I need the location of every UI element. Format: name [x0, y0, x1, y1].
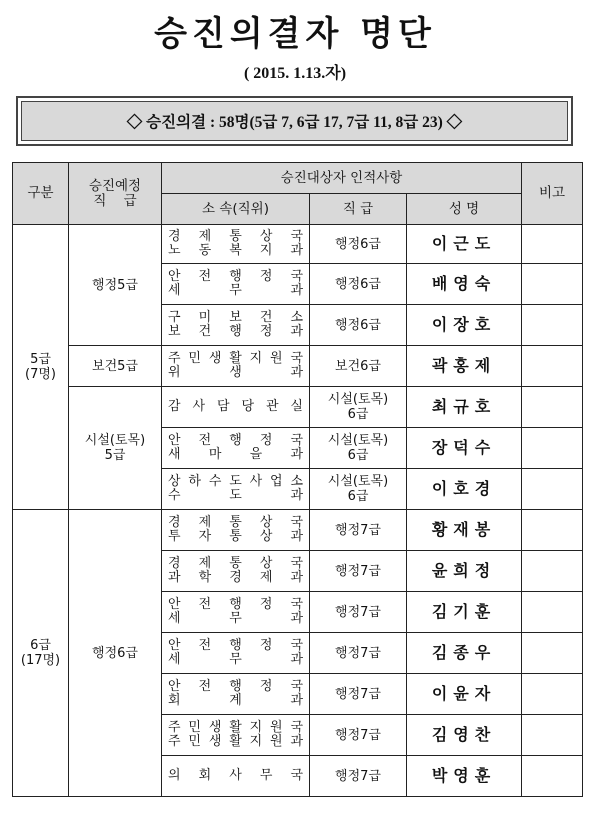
department-line: 상 하 수 도 사 업 소: [168, 474, 303, 489]
department-line: 안 전 행 정 국: [168, 269, 303, 284]
department-line: 주 민 생 활 지 원 국: [168, 720, 303, 735]
name-cell: [407, 756, 522, 797]
remarks-cell: [522, 715, 583, 756]
department-line: 의 회 사 무 국: [168, 768, 303, 783]
grade-cell: [310, 225, 407, 264]
name-cell: [407, 305, 522, 346]
person-name: 김종우: [431, 642, 497, 662]
department-cell: [162, 551, 310, 592]
department-line: 과 학 경 제 과: [168, 570, 303, 585]
department-line: 경 제 통 상 국: [168, 229, 303, 244]
group-label: 5급: [30, 352, 51, 367]
person-name: 이호경: [431, 478, 497, 498]
name-cell: [407, 346, 522, 387]
department-line: 수 도 과: [168, 488, 303, 503]
grade-line: 6급: [347, 448, 369, 463]
department-line: 세 무 과: [168, 611, 303, 626]
page-title: 승진의결자 명단: [154, 14, 436, 54]
person-name: 이근도: [431, 233, 497, 253]
grade-line: 행정7급: [335, 768, 381, 784]
name-cell: [407, 715, 522, 756]
remarks-cell: [522, 264, 583, 305]
department-line: 위 생 과: [168, 365, 303, 380]
department-line: 보 건 행 정 과: [168, 324, 303, 339]
person-name: 최규호: [431, 396, 497, 416]
person-name: 이윤자: [431, 683, 497, 703]
grade-line: 행정7급: [335, 604, 381, 620]
remarks-cell: [522, 305, 583, 346]
promotion-table: [12, 162, 583, 797]
subgroup-label: 행정6급: [92, 645, 138, 661]
grade-cell: [310, 510, 407, 551]
department-cell: [162, 756, 310, 797]
grade-line: 시설(토목): [327, 433, 389, 448]
header-target-grade-line1: 승진예정: [88, 177, 142, 194]
name-cell: [407, 428, 522, 469]
grade-line: 행정7급: [335, 645, 381, 661]
remarks-cell: [522, 469, 583, 510]
department-line: 경 제 통 상 국: [168, 556, 303, 571]
remarks-cell: [522, 346, 583, 387]
person-name: 박영훈: [431, 765, 497, 785]
header-department: 소 속(직위): [162, 194, 310, 225]
group-cell: [13, 225, 69, 510]
person-name: 황재봉: [431, 519, 497, 539]
person-name: 이장호: [431, 314, 497, 334]
department-cell: [162, 305, 310, 346]
grade-cell: [310, 715, 407, 756]
name-cell: [407, 469, 522, 510]
header-target-grade-line2: 직 급: [93, 192, 137, 209]
department-line: 새 마 을 과: [168, 447, 303, 462]
department-cell: [162, 469, 310, 510]
remarks-cell: [522, 510, 583, 551]
department-line: 안 전 행 정 국: [168, 433, 303, 448]
department-line: 경 제 통 상 국: [168, 515, 303, 530]
summary-text: ◇ 승진의결 : 58명(5급 7, 6급 17, 7급 11, 8급 23) ◇: [21, 101, 568, 141]
grade-cell: [310, 469, 407, 510]
grade-line: 6급: [347, 489, 369, 504]
grade-line: 행정7급: [335, 563, 381, 579]
remarks-cell: [522, 756, 583, 797]
group-label: 6급: [30, 638, 51, 653]
remarks-cell: [522, 225, 583, 264]
department-line: 투 자 통 상 과: [168, 529, 303, 544]
table-row: [13, 510, 583, 551]
department-cell: [162, 428, 310, 469]
department-line: 안 전 행 정 국: [168, 597, 303, 612]
remarks-cell: [522, 592, 583, 633]
table-row: [13, 346, 583, 387]
name-cell: [407, 264, 522, 305]
header-target-grade: [69, 163, 162, 225]
person-name: 곽홍제: [431, 355, 497, 375]
subgroup-label: 시설(토목): [84, 433, 146, 448]
grade-cell: [310, 551, 407, 592]
person-name: 김기훈: [431, 601, 497, 621]
name-cell: [407, 674, 522, 715]
department-cell: [162, 674, 310, 715]
subgroup-label: 행정5급: [92, 277, 138, 293]
department-cell: [162, 387, 310, 428]
grade-cell: [310, 756, 407, 797]
person-name: 장덕수: [431, 437, 497, 457]
name-cell: [407, 592, 522, 633]
header-grade: 직 급: [310, 194, 407, 225]
subgroup-cell: [69, 387, 162, 510]
grade-cell: [310, 592, 407, 633]
document-date: ( 2015. 1.13.자): [243, 65, 347, 82]
department-line: 구 미 보 건 소: [168, 310, 303, 325]
grade-line: 시설(토목): [327, 474, 389, 489]
grade-line: 행정7급: [335, 522, 381, 538]
group-count: (7명): [25, 367, 56, 382]
department-line: 안 전 행 정 국: [168, 638, 303, 653]
grade-line: 행정6급: [335, 317, 381, 333]
grade-cell: [310, 633, 407, 674]
grade-cell: [310, 674, 407, 715]
header-personnel-info: 승진대상자 인적사항: [162, 163, 522, 194]
subgroup-cell: [69, 346, 162, 387]
header-name: 성 명: [407, 194, 522, 225]
grade-cell: [310, 428, 407, 469]
department-line: 안 전 행 정 국: [168, 679, 303, 694]
grade-line: 행정6급: [335, 276, 381, 292]
grade-line: 행정7급: [335, 727, 381, 743]
department-cell: [162, 225, 310, 264]
name-cell: [407, 633, 522, 674]
remarks-cell: [522, 633, 583, 674]
department-line: 노 동 복 지 과: [168, 243, 303, 258]
table-row: [13, 225, 583, 264]
grade-line: 보건6급: [335, 358, 381, 374]
grade-cell: [310, 346, 407, 387]
department-line: 회 계 과: [168, 693, 303, 708]
department-line: 주 민 생 활 지 원 과: [168, 734, 303, 749]
name-cell: [407, 387, 522, 428]
header-remarks: 비고: [522, 163, 583, 225]
department-cell: [162, 264, 310, 305]
table-row: [13, 387, 583, 428]
summary-box: [16, 96, 573, 146]
person-name: 배영숙: [431, 273, 497, 293]
grade-cell: [310, 305, 407, 346]
person-name: 김영찬: [431, 724, 497, 744]
subgroup-cell: [69, 510, 162, 797]
subgroup-label-grade: 5급: [104, 448, 126, 463]
subgroup-label: 보건5급: [92, 358, 138, 374]
grade-cell: [310, 264, 407, 305]
grade-line: 행정7급: [335, 686, 381, 702]
person-name: 윤희정: [431, 560, 497, 580]
remarks-cell: [522, 428, 583, 469]
name-cell: [407, 510, 522, 551]
remarks-cell: [522, 674, 583, 715]
department-cell: [162, 346, 310, 387]
grade-line: 시설(토목): [327, 392, 389, 407]
grade-line: 행정6급: [335, 236, 381, 252]
department-line: 감 사 담 당 관 실: [168, 399, 303, 414]
remarks-cell: [522, 551, 583, 592]
group-cell: [13, 510, 69, 797]
department-cell: [162, 715, 310, 756]
department-line: 세 무 과: [168, 283, 303, 298]
grade-line: 6급: [347, 407, 369, 422]
department-cell: [162, 592, 310, 633]
grade-cell: [310, 387, 407, 428]
department-line: 주 민 생 활 지 원 국: [168, 351, 303, 366]
remarks-cell: [522, 387, 583, 428]
subgroup-cell: [69, 225, 162, 346]
department-cell: [162, 510, 310, 551]
department-line: 세 무 과: [168, 652, 303, 667]
department-cell: [162, 633, 310, 674]
name-cell: [407, 225, 522, 264]
name-cell: [407, 551, 522, 592]
header-category: 구분: [13, 163, 69, 225]
group-count: (17명): [20, 653, 61, 668]
